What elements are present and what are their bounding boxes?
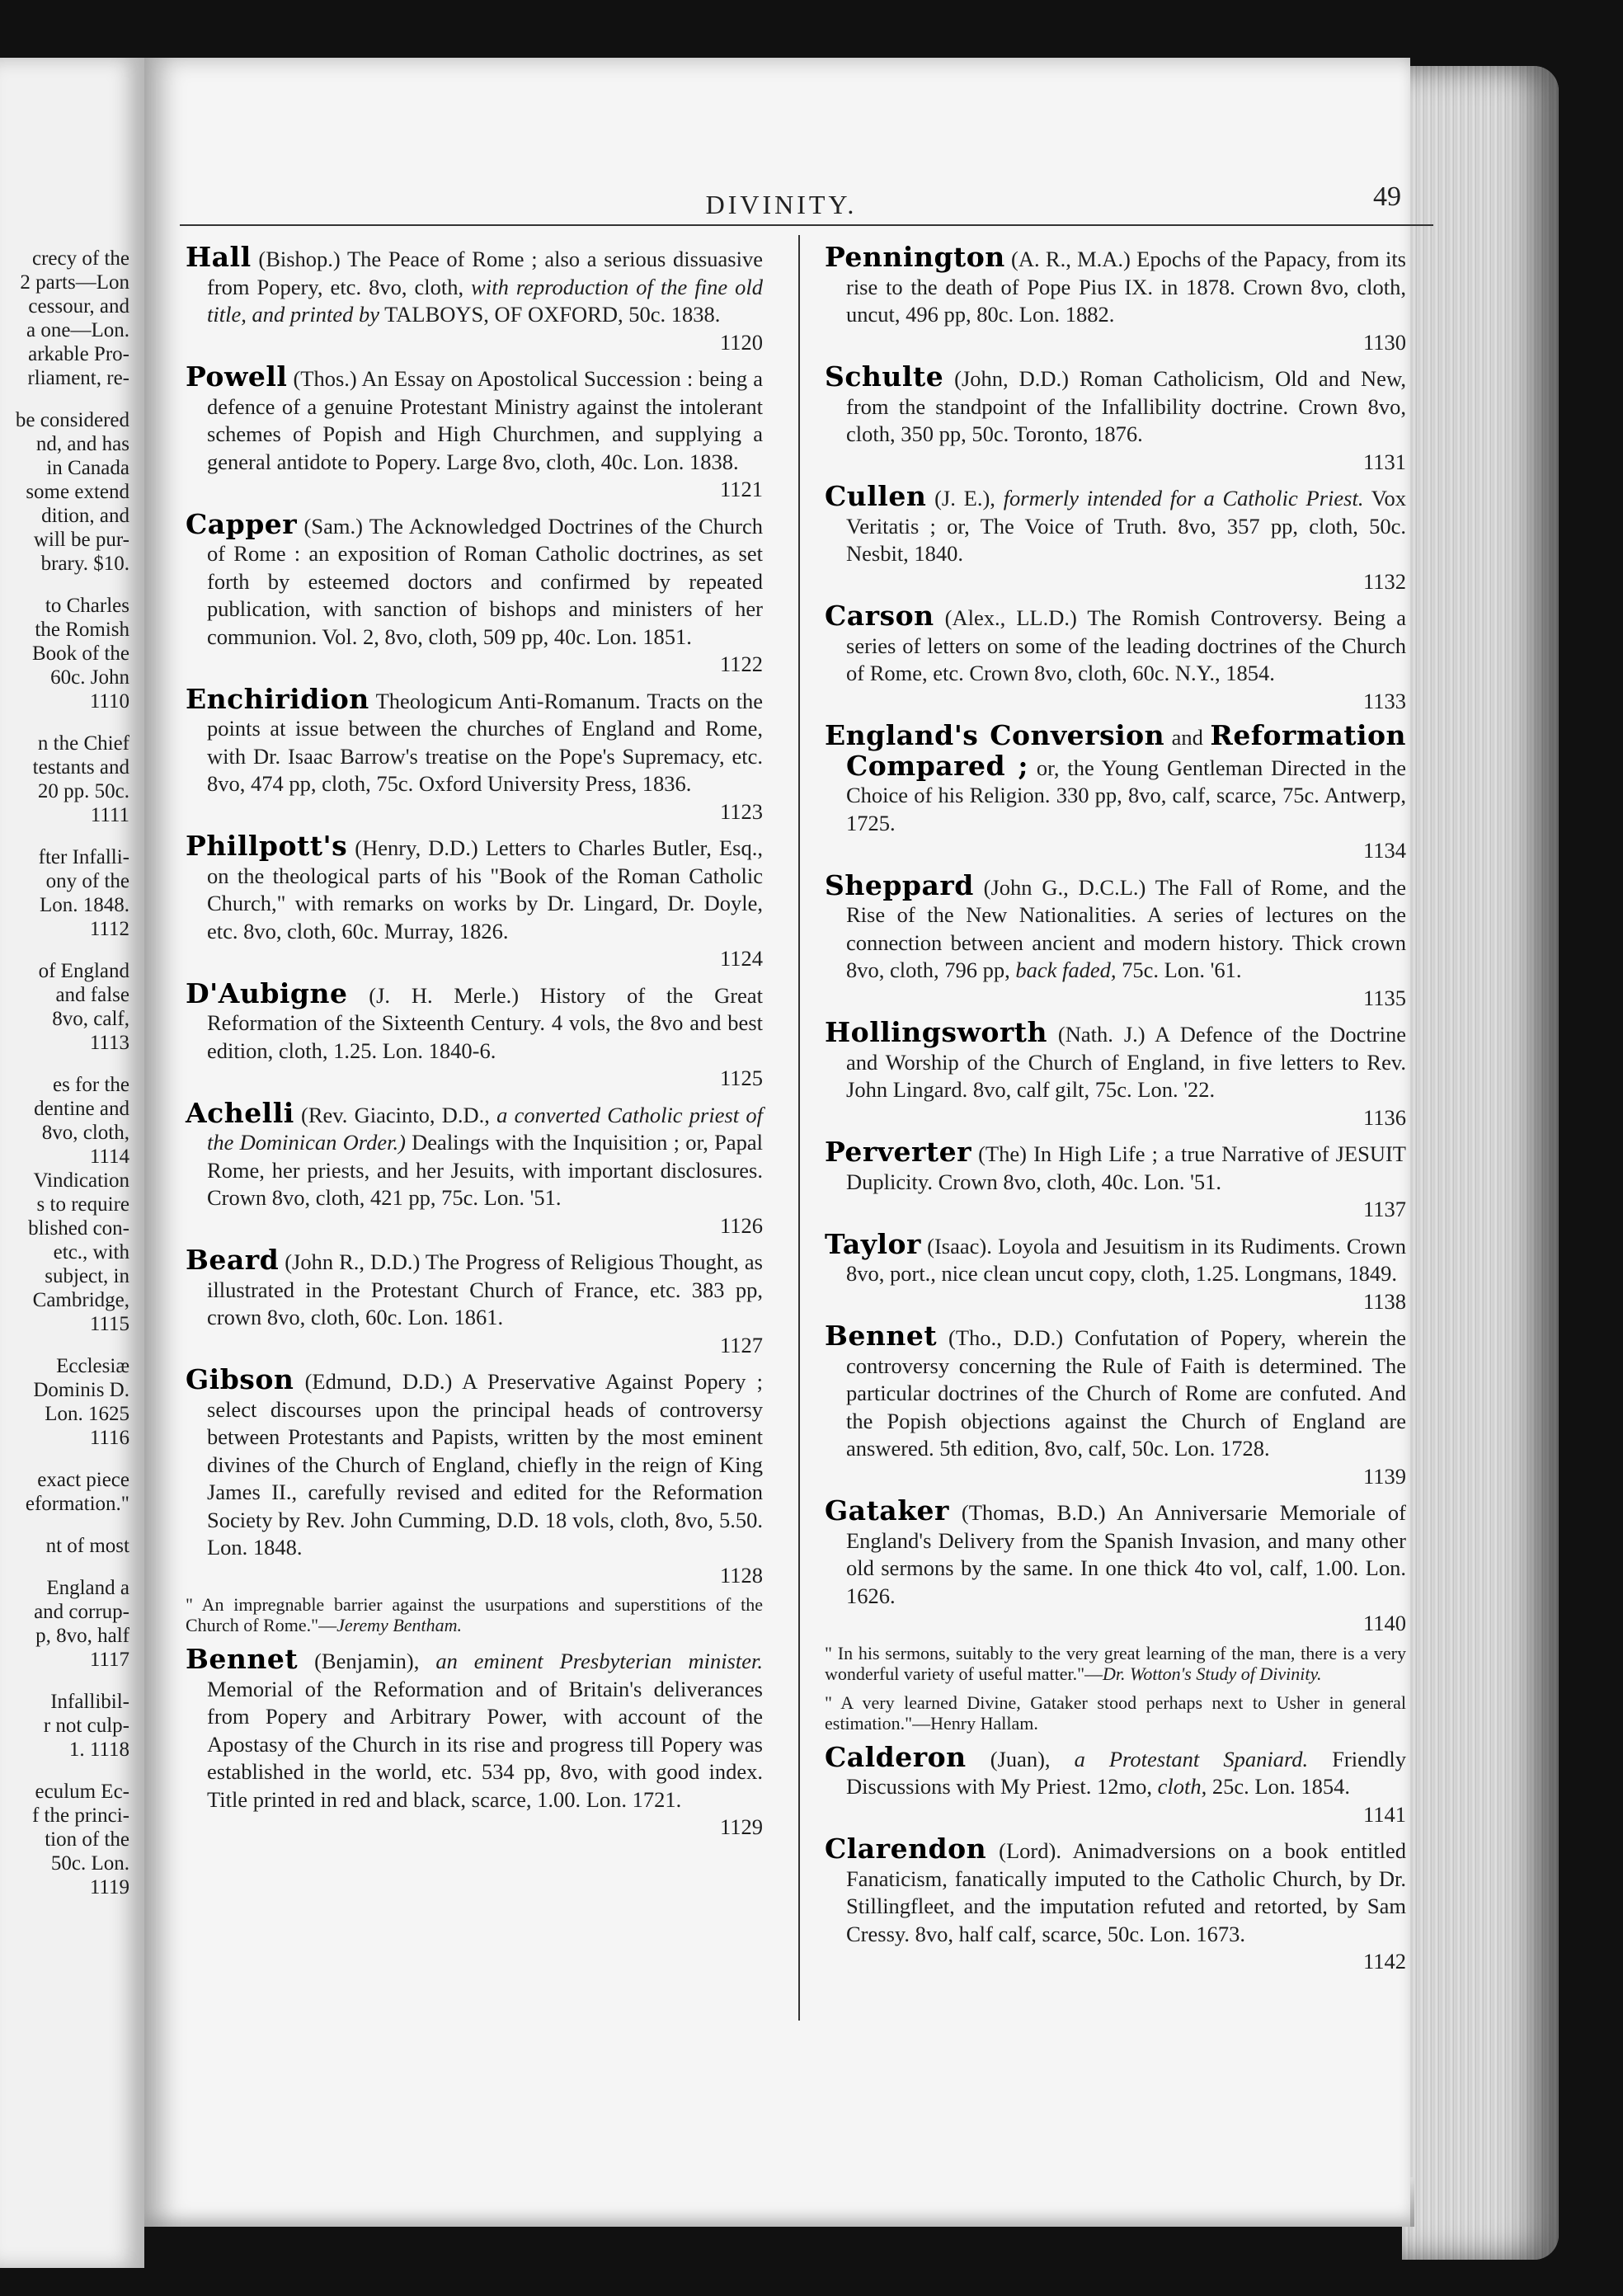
entry-author: Cullen (825, 480, 927, 512)
catalogue-entry (825, 1494, 1406, 1638)
entry-number: 1128 (719, 1562, 763, 1588)
facing-page-text: Lon. 1625 (45, 1403, 129, 1425)
facing-page-text: 8vo, calf, (52, 1008, 129, 1030)
facing-page-text: Infallibil- (50, 1691, 129, 1713)
facing-page-text: the Romish (35, 619, 129, 641)
catalogue-entry (186, 243, 763, 356)
catalogue-entry (186, 1246, 763, 1359)
entry-author: Gataker (825, 1494, 949, 1527)
facing-page-text: 1111 (90, 804, 129, 826)
catalogue-entry (825, 1138, 1406, 1224)
entry-text: (Juan), (966, 1746, 1075, 1771)
facing-page-text: Cambridge, (32, 1289, 129, 1311)
entry-number: 1142 (1362, 1949, 1406, 1974)
entry-text: (Sam.) The Acknowledged Doctrines of the Church of Rome : an exposition of Roman Catholic doctrines, as set forth by esteemed doctors and confirmed by repeated publication, with sanction of bishops and ministers of her communion. Vol. 2, 8vo, cloth, 509 pp, 40c. Lon. 1851. (207, 513, 763, 649)
entry-text: (Rev. Giacinto, D.D., (294, 1102, 497, 1127)
entry-text: or, the Young Gentleman Directed in the Choice of his Religion. 330 pp, 8vo, calf, scarce, 75c. Antwerp, 1725. (846, 755, 1406, 835)
facing-page-text: will be pur- (33, 529, 129, 551)
entry-number: 1136 (1362, 1104, 1406, 1130)
entry-author: Phillpott's (186, 830, 348, 862)
entry-author: Perverter (825, 1136, 971, 1168)
entry-number: 1139 (1362, 1463, 1406, 1489)
facing-page-text: some extend (26, 481, 129, 503)
facing-page-text: cessour, and (28, 295, 129, 318)
entry-italic: a Protestant Spaniard. (1074, 1746, 1309, 1771)
quote-text: " In his sermons, suitably to the very great learning of the man, there is a very wonderful variety of useful matter."— (825, 1642, 1406, 1684)
entry-text: 25c. Lon. 1854. (1207, 1774, 1350, 1799)
facing-page-text: 1115 (89, 1313, 129, 1335)
facing-page-text: testants and (32, 756, 129, 779)
entry-text: Friendly Discussions with My Priest. 12mo, (846, 1746, 1406, 1799)
facing-page-text: dentine and (34, 1098, 129, 1120)
catalogue-entry (186, 682, 763, 826)
entry-author: Sheppard (825, 868, 974, 901)
entry-text: Vox Veritatis ; or, The Voice of Truth. 8vo, 357 pp, cloth, 50c. Nesbit, 1840. (846, 486, 1406, 566)
catalogue-entry (186, 976, 763, 1093)
catalogue-entry (186, 832, 763, 973)
facing-page-text: a one—Lon. (26, 319, 129, 341)
entry-text: and (1164, 725, 1211, 750)
entry-author: Bennet (825, 1320, 938, 1352)
entry-number: 1141 (1362, 1801, 1406, 1827)
entry-text: (John G., D.C.L.) The Fall of Rome, and the Rise of the New Nationalities. A series of lectures on the connection between ancient and modern history. Thick crown 8vo, cloth, 796 pp, (846, 874, 1406, 982)
entry-text: Memorial of the Reformation and of Britain's deliverances from Popery and Arbitrary Power, with account of the Apostasy of the Church in its rise and progress till Popery was established in the world, etc. 534 pp, 8vo, with good index. Title printed in red and black, scarce, 1.00. Lon. 1721. (207, 1676, 763, 1812)
catalogue-entry (825, 1322, 1406, 1490)
page-number: 49 (1373, 181, 1401, 212)
entry-author: Pennington (825, 241, 1005, 273)
facing-page-text: eculum Ec- (35, 1781, 129, 1803)
entry-text: (A. R., M.A.) Epochs of the Papacy, from its rise to the death of Pope Pius IX. in 1878. Crown 8vo, cloth, uncut, 496 pp, 80c. Lon. 1882. (846, 247, 1406, 327)
entry-author: England's Conversion (825, 719, 1165, 751)
quote-attribution: Dr. Wotton's Study of Divinity. (1103, 1663, 1322, 1684)
facing-page-text: fter Infalli- (38, 846, 129, 868)
quote-attribution: Jeremy Bentham. (336, 1615, 463, 1635)
entry-text: (Benjamin), (298, 1649, 436, 1673)
entry-text: (Lord). Animadversions on a book entitled Fanaticism, fanatically imputed to the Catholic Church, by Dr. Stillingfleet, and the imputation refuted and retorted, by Sam Cressy. 8vo, half calf, scarce, 50c. Lon. 1673. (846, 1838, 1406, 1946)
entry-author: Reformation Compared ; (846, 719, 1406, 782)
entry-number: 1137 (1362, 1197, 1406, 1221)
entry-author: Carson (825, 600, 934, 632)
entry-number: 1131 (1362, 449, 1406, 474)
facing-page-text: Lon. 1848. (39, 894, 129, 916)
facing-page-text: rliament, re- (27, 367, 129, 389)
catalogue-entry (186, 1645, 763, 1842)
entry-italic: cloth, (1157, 1774, 1207, 1799)
entry-text: (John, D.D.) Roman Catholicism, Old and New, from the standpoint of the Infallibility doctrine. Crown 8vo, cloth, 350 pp, 50c. Toronto, 1876. (846, 366, 1406, 446)
catalogue-entry (825, 482, 1406, 595)
entry-author: Clarendon (825, 1833, 987, 1865)
entry-number: 1125 (719, 1066, 763, 1090)
catalogue-entry (825, 1016, 1406, 1132)
entry-text: 75c. Lon. '61. (1116, 957, 1242, 982)
facing-page-text: England a (46, 1577, 129, 1599)
catalogue-entry (825, 602, 1406, 715)
entry-author: Calderon (825, 1740, 967, 1773)
facing-page-text: nt of most (45, 1535, 129, 1557)
entry-number: 1129 (719, 1814, 763, 1839)
page-title: DIVINITY. (705, 190, 858, 219)
entry-text: (J. H. Merle.) History of the Great Reformation of the Sixteenth Century. 4 vols, the 8vo and best edition, cloth, 1.25. Lon. 1840-6. (207, 982, 763, 1063)
facing-page-text: 50c. Lon. (50, 1852, 129, 1875)
facing-page-text: brary. $10. (40, 553, 129, 575)
entry-number: 1133 (1362, 688, 1406, 713)
entry-number: 1123 (719, 798, 763, 824)
facing-page-text: eformation." (25, 1493, 129, 1515)
facing-page-text: Ecclesiæ (56, 1355, 129, 1377)
facing-page-text: blished con- (28, 1217, 129, 1240)
facing-page-text: 1. 1118 (68, 1738, 129, 1761)
catalogue-entry (825, 243, 1406, 356)
entry-text: (Bishop.) The Peace of Rome ; also a serious dissuasive from Popery, etc. 8vo, cloth, (207, 247, 763, 299)
facing-page-text: 1112 (89, 918, 129, 940)
facing-page-text: exact piece (37, 1469, 129, 1491)
facing-page-text: 8vo, cloth, (41, 1122, 129, 1144)
facing-page-text: crecy of the (32, 247, 129, 270)
entry-number: 1138 (1362, 1288, 1406, 1314)
quote-text: " A very learned Divine, Gataker stood perhaps next to Usher in general estimation."—Henry Hallam. (825, 1691, 1406, 1734)
entry-number: 1130 (1362, 329, 1406, 355)
facing-page-text: 20 pp. 50c. (37, 780, 129, 802)
entry-author: Gibson (186, 1363, 294, 1395)
facing-page-text: nd, and has (35, 433, 129, 455)
catalogue-quote (825, 1692, 1406, 1734)
entry-text: (Henry, D.D.) Letters to Charles Butler, Esq., on the theological parts of his "Book of the Roman Catholic Church," with remarks on works by Dr. Lingard, Dr. Doyle, etc. 8vo, cloth, 60c. Murray, 1826. (207, 835, 763, 943)
entry-italic: an eminent Presbyterian minister. (435, 1649, 763, 1673)
entry-text: (Edmund, D.D.) A Preservative Against Popery ; select discourses upon the principal heads of controversy between Protestants and Papists, written by the most eminent divines of the Church of England, chiefly in the reign of King James II., carefully revised and edited for the Reformation Society by Rev. John Cumming, D.D. 18 vols, cloth, 8vo, 5.50. Lon. 1848. (207, 1369, 763, 1560)
entry-number: 1122 (719, 652, 763, 676)
facing-page-text: es for the (52, 1074, 129, 1096)
entry-text: (Tho., D.D.) Confutation of Popery, wherein the controversy concerning the Rule of Faith is determined. The particular doctrines of the Church of Rome are confuted. And the Popish objections against the Church of England are answered. 5th edition, 8vo, calf, 50c. Lon. 1728. (846, 1325, 1406, 1461)
facing-page-text: 1117 (89, 1649, 129, 1671)
entry-text: (Thos.) An Essay on Apostolical Succession : being a defence of a genuine Protestant Ministry against the intolerant schemes of Popish and High Churchmen, and supplying a general antidote to Popery. Large 8vo, cloth, 40c. Lon. 1838. (207, 366, 763, 474)
facing-page-text: ony of the (45, 870, 129, 892)
entry-number: 1121 (719, 477, 763, 501)
entry-number: 1120 (719, 329, 763, 355)
entry-italic: a converted Catholic priest of the Dominican Order.) (207, 1102, 763, 1155)
entry-italic: with reproduction of the fine old title, and printed by (207, 274, 763, 327)
facing-page-text: Dominis D. (33, 1379, 129, 1401)
entry-author: Hollingsworth (825, 1016, 1047, 1048)
entry-author: Powell (186, 360, 288, 393)
entry-author: D'Aubigne (186, 976, 348, 1009)
facing-page-text: 2 parts—Lon (20, 271, 129, 294)
catalogue-entry (825, 868, 1406, 1013)
entry-text: (John R., D.D.) The Progress of Religious Thought, as illustrated in the Protestant Church of France, etc. 383 pp, crown 8vo, cloth, 60c. Lon. 1861. (207, 1249, 763, 1329)
entry-author: Beard (186, 1244, 280, 1276)
catalogue-entry (186, 360, 763, 504)
quote-text: " An impregnable barrier against the usurpations and superstitions of the Church of Rome."— (186, 1594, 763, 1635)
facing-page-text: to Charles (45, 595, 129, 617)
facing-page-text: dition, and (41, 505, 129, 527)
facing-page-text: Vindication (33, 1169, 129, 1192)
facing-page-text: f the princi- (31, 1804, 129, 1827)
facing-page-text: s to require (36, 1193, 129, 1216)
catalogue-entry (186, 1096, 763, 1240)
entry-number: 1127 (719, 1332, 763, 1357)
catalogue-entry (825, 1835, 1406, 1976)
facing-page-text: 60c. John (50, 666, 129, 689)
catalogue-entry (825, 1227, 1406, 1316)
entry-number: 1124 (719, 946, 763, 971)
entry-text: Theologicum Anti-Romanum. Tracts on the points at issue between the churches of England and Rome, with Dr. Isaac Barrow's treatise on the Pope's Supremacy, etc. 8vo, 474 pp, cloth, 75c. Oxford University Press, 1836. (207, 688, 763, 796)
catalogue-quote (186, 1594, 763, 1635)
entry-author: Hall (186, 241, 252, 273)
entry-author: Enchiridion (186, 682, 369, 715)
entry-text: Dealings with the Inquisition ; or, Papal Rome, her priests, and her Jesuits, with important disclosures. Crown 8vo, cloth, 421 pp, 75c. Lon. '51. (207, 1130, 763, 1210)
facing-page-text: tion of the (45, 1828, 129, 1851)
column-divider (798, 235, 800, 2021)
catalogue-entry (825, 719, 1406, 865)
entry-text: (J. E.), (926, 486, 1004, 510)
facing-page-text: 1110 (89, 690, 129, 713)
book-edge (1402, 66, 1559, 2260)
facing-page-text: r not culp- (43, 1715, 129, 1737)
entry-text: TALBOYS, OF OXFORD, 50c. 1838. (379, 302, 721, 327)
facing-page-text: subject, in (45, 1265, 129, 1287)
entry-number: 1132 (1362, 568, 1406, 594)
entry-number: 1126 (719, 1212, 763, 1238)
entry-number: 1135 (1362, 985, 1406, 1010)
facing-page-text: etc., with (53, 1241, 129, 1263)
entry-author: Bennet (186, 1643, 299, 1675)
catalogue-entry (825, 360, 1406, 476)
right-column (825, 243, 1406, 1983)
catalogue-entry (186, 507, 763, 679)
facing-page-text: p, 8vo, half (35, 1625, 129, 1647)
facing-page-text: 1113 (89, 1032, 129, 1054)
entry-text: (Isaac). Loyola and Jesuitism in its Rudiments. Crown 8vo, port., nice clean uncut copy, cloth, 1.25. Longmans, 1849. (846, 1233, 1406, 1286)
entry-author: Schulte (825, 360, 944, 393)
facing-page-text: in Canada (46, 457, 129, 479)
entry-author: Achelli (186, 1096, 294, 1129)
left-column (186, 243, 763, 1848)
facing-page-text: and false (55, 984, 129, 1006)
facing-page-fragment (0, 58, 144, 2268)
facing-page-text: 1116 (89, 1427, 129, 1449)
entry-text: (Nath. J.) A Defence of the Doctrine and Worship of the Church of England, in five letters to Rev. John Lingard. 8vo, calf gilt, 75c. Lon. '22. (846, 1022, 1406, 1102)
facing-page-text: of England (38, 960, 129, 982)
facing-page-text: Book of the (31, 642, 129, 665)
entry-text: (Alex., LL.D.) The Romish Controversy. Being a series of letters on some of the leading doctrines of the Church of Rome, etc. Crown 8vo, cloth, 60c. N.Y., 1854. (846, 605, 1406, 685)
entry-author: Capper (186, 507, 298, 540)
header-rule (180, 224, 1433, 226)
facing-page-text: 1114 (89, 1146, 129, 1168)
entry-author: Taylor (825, 1227, 921, 1260)
entry-number: 1140 (1362, 1611, 1406, 1635)
facing-page-text: and corrup- (34, 1601, 129, 1623)
facing-page-text: n the Chief (37, 732, 129, 755)
facing-page-text: arkable Pro- (28, 343, 129, 365)
entry-italic: back faded, (1015, 957, 1117, 982)
catalogue-entry (186, 1363, 763, 1589)
facing-page-text: 1119 (89, 1876, 129, 1898)
catalogue-page (144, 58, 1410, 2227)
entry-italic: formerly intended for a Catholic Priest. (1003, 486, 1364, 510)
facing-page-text: be considered (15, 409, 129, 431)
entry-number: 1134 (1362, 838, 1406, 863)
entry-text: (The) In High Life ; a true Narrative of JESUIT Duplicity. Crown 8vo, cloth, 40c. Lon. '51. (846, 1141, 1406, 1194)
catalogue-entry (825, 1740, 1406, 1829)
catalogue-quote (825, 1643, 1406, 1684)
entry-text: (Thomas, B.D.) An Anniversarie Memoriale of England's Delivery from the Spanish Invasion, and many other old sermons by the same. In one thick 4to vol, calf, 1.00. Lon. 1626. (846, 1500, 1406, 1608)
